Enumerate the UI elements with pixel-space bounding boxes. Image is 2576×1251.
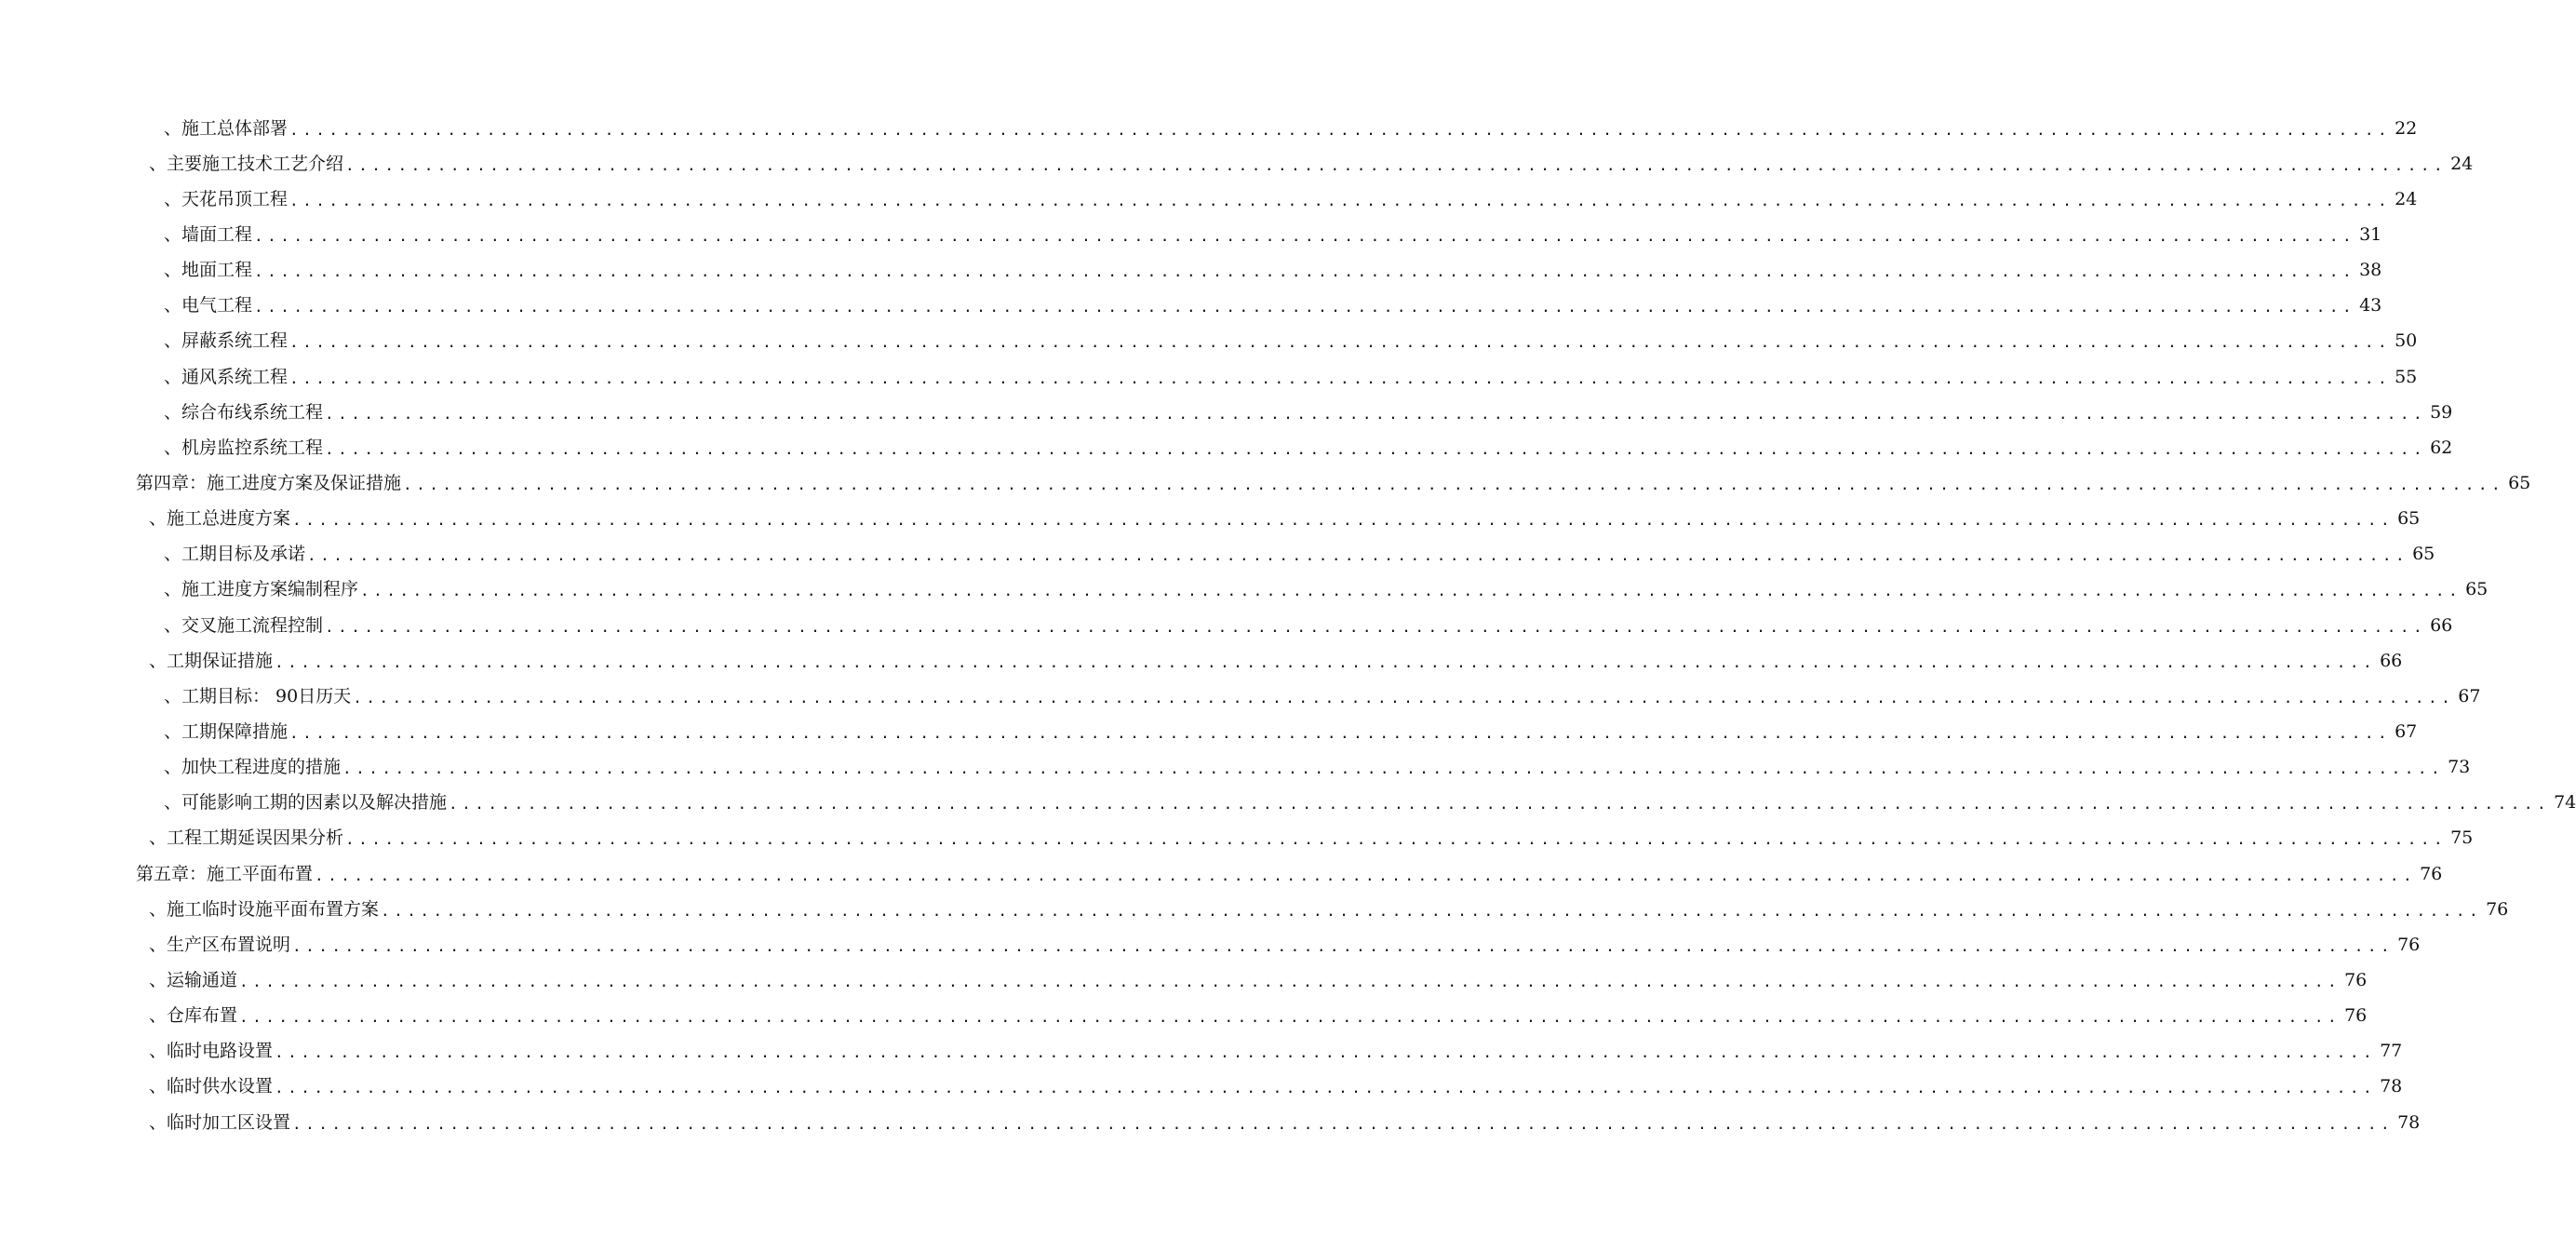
toc-dot-leader: ................................................................................................................................................................ — [325, 439, 2427, 458]
toc-entry[interactable] — [149, 892, 2509, 927]
toc-entry[interactable] — [149, 643, 2403, 679]
toc-entry-page-number: 78 — [2376, 1078, 2402, 1096]
toc-entry[interactable] — [164, 608, 2453, 643]
toc-entry-title: 、机房监控系统工程 — [164, 437, 324, 458]
toc-dot-leader: ................................................................................................................................................................ — [275, 1043, 2377, 1062]
toc-entry[interactable] — [136, 465, 2531, 501]
toc-entry-page-number: 67 — [2454, 688, 2480, 706]
toc-entry-page-number: 76 — [2341, 972, 2367, 989]
toc-entry-title: 、运输通道 — [149, 969, 238, 990]
toc-entry-title: 、临时供水设置 — [149, 1076, 274, 1097]
toc-entry-title: 第四章：施工进度方案及保证措施 — [136, 472, 402, 493]
toc-entry-page-number: 22 — [2391, 120, 2417, 138]
toc-dot-leader: ................................................................................................................................................................ — [403, 475, 2505, 493]
toc-entry[interactable] — [149, 146, 2474, 182]
toc-entry-page-number: 66 — [2426, 617, 2452, 635]
toc-entry-page-number: 66 — [2376, 652, 2402, 670]
toc-entry-title: 、施工临时设施平面布置方案 — [149, 898, 380, 920]
toc-entry-title: 、天花吊顶工程 — [164, 188, 288, 209]
toc-entry-page-number: 74 — [2550, 794, 2576, 812]
toc-dot-leader: ................................................................................................................................................................ — [325, 404, 2427, 423]
toc-entry-title: 、加快工程进度的措施 — [164, 757, 342, 778]
toc-entry-page-number: 65 — [2394, 510, 2420, 528]
toc-entry-title: 、工期目标及承诺 — [164, 544, 306, 565]
toc-entry-page-number: 76 — [2482, 901, 2508, 919]
table-of-contents — [0, 111, 2576, 1140]
toc-entry-page-number: 38 — [2355, 262, 2381, 279]
toc-entry[interactable] — [164, 324, 2418, 359]
toc-entry[interactable] — [164, 679, 2481, 714]
toc-entry-page-number: 76 — [2416, 866, 2442, 883]
toc-dot-leader: ................................................................................................................................................................ — [289, 723, 2392, 742]
toc-entry[interactable] — [164, 537, 2435, 572]
toc-dot-leader: ................................................................................................................................................................ — [289, 191, 2392, 209]
toc-entry-title: 、可能影响工期的因素以及解决措施 — [164, 792, 448, 814]
toc-entry[interactable] — [164, 111, 2418, 146]
toc-dot-leader: ................................................................................................................................................................ — [275, 1079, 2377, 1097]
toc-dot-leader: ................................................................................................................................................................ — [315, 866, 2417, 884]
toc-entry-title: 、工程工期延误因果分析 — [149, 827, 344, 849]
toc-entry[interactable] — [164, 359, 2418, 395]
toc-dot-leader: ................................................................................................................................................................ — [292, 936, 2395, 955]
toc-dot-leader: ................................................................................................................................................................ — [289, 333, 2392, 352]
toc-entry-page-number: 43 — [2355, 297, 2381, 315]
toc-dot-leader: ................................................................................................................................................................ — [342, 760, 2445, 778]
toc-entry-title: 、生产区布置说明 — [149, 934, 291, 955]
toc-dot-leader: ................................................................................................................................................................ — [353, 688, 2455, 706]
toc-entry-title: 、临时电路设置 — [149, 1041, 274, 1062]
toc-entry-page-number: 55 — [2391, 369, 2417, 386]
toc-entry[interactable] — [164, 714, 2418, 749]
toc-entry-page-number: 75 — [2447, 829, 2473, 847]
toc-entry-page-number: 50 — [2391, 332, 2417, 350]
toc-entry-title: 、综合布线系统工程 — [164, 401, 324, 423]
toc-entry-title: 第五章：施工平面布置 — [136, 863, 314, 884]
toc-entry-page-number: 24 — [2391, 191, 2417, 208]
toc-entry-page-number: 73 — [2444, 759, 2470, 776]
toc-entry[interactable] — [164, 182, 2418, 217]
toc-dot-leader: ................................................................................................................................................................ — [239, 972, 2341, 990]
toc-entry[interactable] — [164, 572, 2489, 608]
toc-entry[interactable] — [164, 253, 2382, 289]
toc-entry[interactable] — [136, 856, 2443, 892]
toc-entry-page-number: 65 — [2504, 475, 2530, 492]
toc-entry-title: 、通风系统工程 — [164, 366, 288, 387]
toc-dot-leader: ................................................................................................................................................................ — [254, 298, 2356, 316]
toc-entry-title: 、电气工程 — [164, 295, 253, 316]
toc-entry-title: 、主要施工技术工艺介绍 — [149, 153, 344, 174]
toc-dot-leader: ................................................................................................................................................................ — [289, 369, 2392, 387]
toc-entry[interactable] — [149, 962, 2368, 998]
toc-dot-leader: ................................................................................................................................................................ — [360, 582, 2462, 600]
toc-entry-title: 、屏蔽系统工程 — [164, 330, 288, 352]
toc-dot-leader: ................................................................................................................................................................ — [239, 1008, 2341, 1027]
toc-entry[interactable] — [149, 821, 2474, 856]
toc-entry[interactable] — [164, 750, 2471, 786]
toc-entry-title: 、临时加工区设置 — [149, 1111, 291, 1133]
toc-dot-leader: ................................................................................................................................................................ — [292, 511, 2395, 530]
toc-entry-title: 、地面工程 — [164, 260, 253, 281]
toc-entry-page-number: 65 — [2408, 545, 2435, 563]
toc-dot-leader: ................................................................................................................................................................ — [254, 226, 2356, 245]
toc-entry[interactable] — [149, 1105, 2421, 1140]
toc-entry-page-number: 67 — [2391, 723, 2417, 741]
toc-entry-page-number: 78 — [2394, 1114, 2420, 1132]
toc-dot-leader: ................................................................................................................................................................ — [254, 262, 2356, 281]
toc-entry[interactable] — [164, 430, 2453, 465]
toc-entry-page-number: 59 — [2426, 404, 2452, 422]
toc-entry-title: 、工期目标： 90日历天 — [164, 685, 352, 706]
toc-dot-leader: ................................................................................................................................................................ — [449, 795, 2551, 814]
toc-dot-leader: ................................................................................................................................................................ — [325, 617, 2427, 636]
toc-entry-title: 、施工进度方案编制程序 — [164, 579, 359, 600]
toc-dot-leader: ................................................................................................................................................................ — [292, 1114, 2395, 1133]
toc-entry-page-number: 65 — [2462, 581, 2488, 599]
toc-entry[interactable] — [149, 1034, 2403, 1069]
toc-entry-page-number: 31 — [2355, 226, 2381, 244]
toc-entry-title: 、施工总进度方案 — [149, 508, 291, 530]
toc-entry[interactable] — [149, 502, 2421, 537]
toc-entry-page-number: 62 — [2426, 439, 2452, 457]
toc-entry[interactable] — [164, 217, 2382, 252]
toc-entry-title: 、仓库布置 — [149, 1005, 238, 1027]
toc-dot-leader: ................................................................................................................................................................ — [345, 155, 2448, 174]
toc-entry-title: 、交叉施工流程控制 — [164, 614, 324, 636]
toc-entry-title: 、施工总体部署 — [164, 117, 288, 139]
toc-entry[interactable] — [149, 1069, 2403, 1105]
toc-entry-page-number: 24 — [2447, 155, 2473, 173]
toc-entry-page-number: 77 — [2376, 1042, 2402, 1060]
toc-entry[interactable] — [149, 927, 2421, 962]
toc-entry-title: 、工期保证措施 — [149, 650, 274, 671]
toc-dot-leader: ................................................................................................................................................................ — [307, 546, 2409, 565]
toc-dot-leader: ................................................................................................................................................................ — [345, 830, 2448, 849]
toc-dot-leader: ................................................................................................................................................................ — [381, 901, 2483, 920]
toc-entry[interactable] — [164, 395, 2453, 430]
toc-entry[interactable] — [164, 289, 2382, 324]
toc-entry[interactable] — [164, 786, 2576, 821]
toc-entry-title: 、墙面工程 — [164, 223, 253, 245]
toc-dot-leader: ................................................................................................................................................................ — [275, 652, 2377, 671]
toc-entry-page-number: 76 — [2341, 1007, 2367, 1025]
toc-entry-title: 、工期保障措施 — [164, 720, 288, 742]
toc-entry[interactable] — [149, 999, 2368, 1034]
toc-entry-page-number: 76 — [2394, 936, 2420, 954]
toc-dot-leader: ................................................................................................................................................................ — [289, 120, 2392, 139]
